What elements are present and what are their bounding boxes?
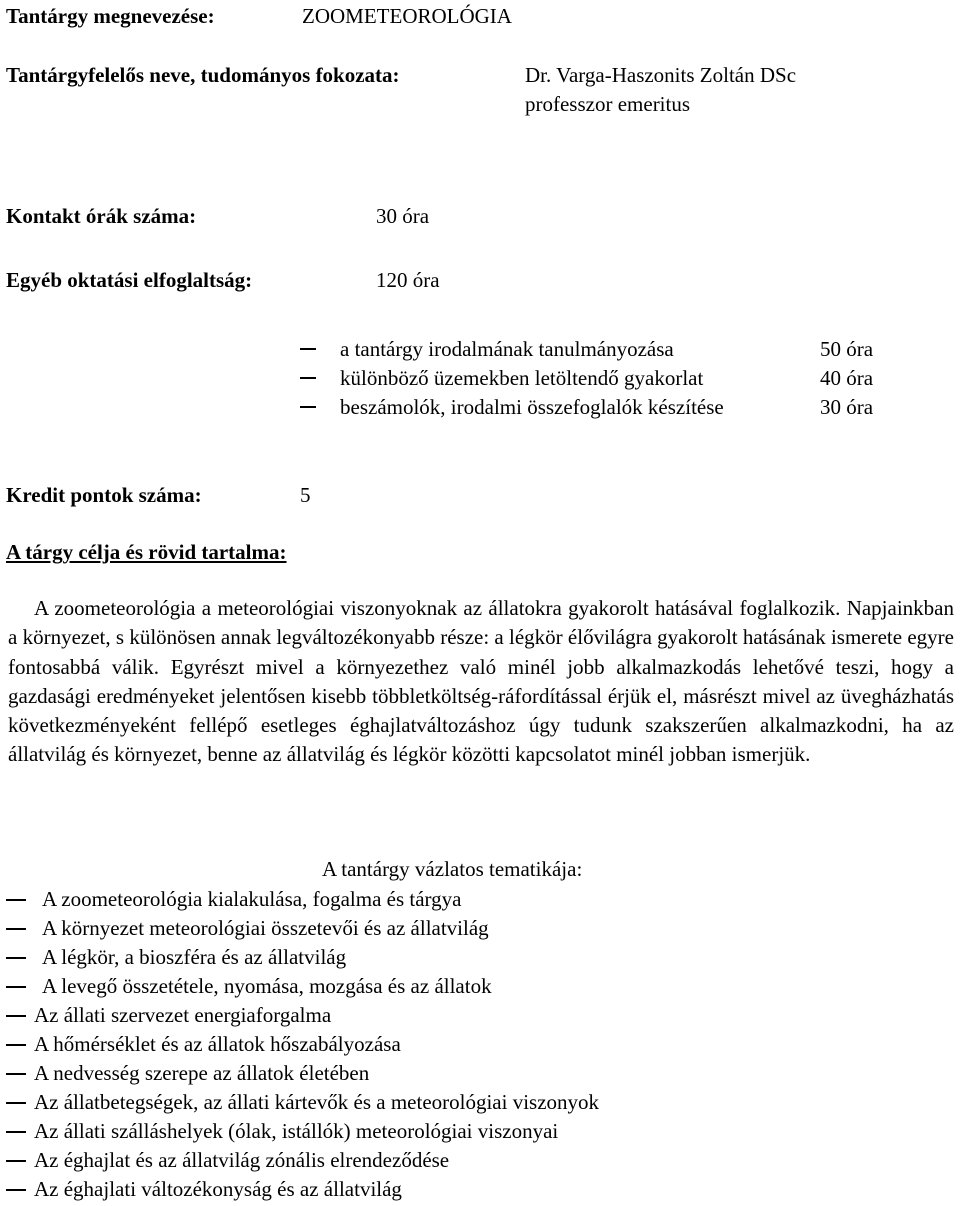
dash-icon — [6, 1160, 26, 1162]
dash-icon — [6, 899, 26, 901]
lecturer-label: Tantárgyfelelős neve, tudományos fokozata: — [6, 63, 400, 87]
credits-value: 5 — [300, 483, 311, 507]
topic-item: A környezet meteorológiai összetevői és az állatvilág — [42, 916, 489, 940]
topic-item: A légkör, a bioszféra és az állatvilág — [42, 945, 347, 969]
dash-icon — [300, 377, 316, 379]
breakdown-item-hours: 50 óra — [820, 337, 874, 361]
dash-icon — [6, 1015, 26, 1017]
lecturer-title: professzor emeritus — [525, 92, 691, 116]
dash-icon — [300, 348, 316, 350]
topic-item: Az éghajlat és az állatvilág zónális elrendeződése — [34, 1148, 450, 1172]
breakdown-item-text: beszámolók, irodalmi összefoglalók készítése — [340, 395, 724, 419]
contact-hours-value: 30 óra — [376, 204, 430, 228]
topics-heading: A tantárgy vázlatos tematikája: — [322, 857, 583, 881]
other-hours-value: 120 óra — [376, 268, 440, 292]
topic-item: A zoometeorológia kialakulása, fogalma és tárgya — [42, 887, 462, 911]
dash-icon — [6, 928, 26, 930]
contact-hours-label: Kontakt órák száma: — [6, 204, 197, 228]
other-hours-label: Egyéb oktatási elfoglaltság: — [6, 268, 253, 292]
dash-icon — [6, 1073, 26, 1075]
breakdown-item-text: a tantárgy irodalmának tanulmányozása — [340, 337, 674, 361]
topic-item: Az állati szervezet energiaforgalma — [34, 1003, 332, 1027]
breakdown-item-hours: 40 óra — [820, 366, 874, 390]
dash-icon — [6, 957, 26, 959]
breakdown-item-text: különböző üzemekben letöltendő gyakorlat — [340, 366, 704, 390]
breakdown-item-hours: 30 óra — [820, 395, 874, 419]
dash-icon — [6, 1189, 26, 1191]
credits-label: Kredit pontok száma: — [6, 483, 202, 507]
topic-item: Az éghajlati változékonyság és az állatvilág — [34, 1177, 402, 1201]
topic-item: A nedvesség szerepe az állatok életében — [34, 1061, 370, 1085]
topic-item: Az állati szálláshelyek (ólak, istállók) meteorológiai viszonyai — [34, 1119, 559, 1143]
subject-value: ZOOMETEOROLÓGIA — [302, 4, 512, 28]
aim-paragraph — [8, 594, 954, 770]
dash-icon — [6, 986, 26, 988]
lecturer-name: Dr. Varga-Haszonits Zoltán DSc — [525, 63, 797, 87]
dash-icon — [6, 1044, 26, 1046]
topic-item: Az állatbetegségek, az állati kártevők és a meteorológiai viszonyok — [34, 1090, 600, 1114]
aim-heading: A tárgy célja és rövid tartalma: — [6, 540, 287, 564]
subject-label: Tantárgy megnevezése: — [6, 4, 215, 28]
dash-icon — [300, 406, 316, 408]
dash-icon — [6, 1131, 26, 1133]
aim-paragraph-text: A zoometeorológia a meteorológiai viszonyoknak az állatokra gyakorolt hatásával foglalkozik. Napjainkban a környezet, s különösen annak legváltozékonyabb része: a légkör élővilágra gyakorolt hatásának ismerete egyre fontosabbá válik. Egyrészt mivel a környezethez való minél jobb alkalmazkodás lehetővé teszi, hogy a gazdasági eredményeket jelentősen kisebb többletköltség-ráfordítással érjük el, másrészt mivel az üvegházhatás következményeként fellépő esetleges éghajlatváltozáshoz úgy tudunk szakszerűen alkalmazkodni, ha az állatvilág és környezet, benne az állatvilág és légkör közötti kapcsolatot minél jobban ismerjük. — [8, 596, 954, 767]
topic-item: A levegő összetétele, nyomása, mozgása és az állatok — [42, 974, 492, 998]
dash-icon — [6, 1102, 26, 1104]
topic-item: A hőmérséklet és az állatok hőszabályozása — [34, 1032, 401, 1056]
